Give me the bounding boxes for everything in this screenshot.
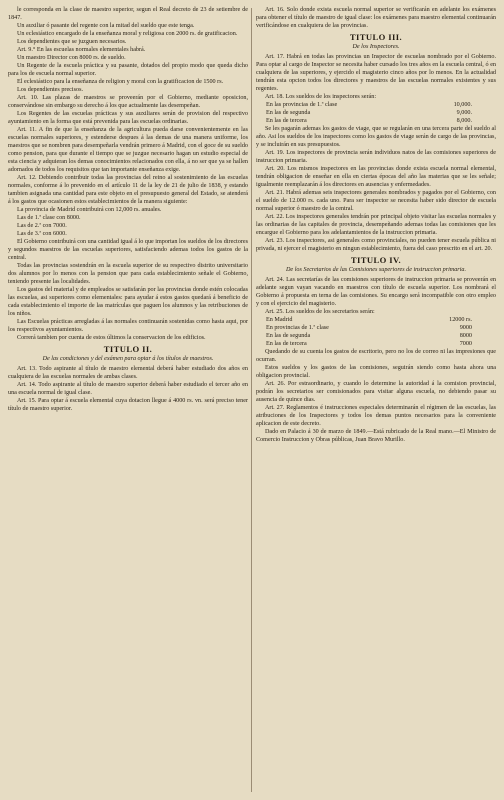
paragraph: Art. 15. Para optar á escuela elemental cuya dotacion llegue á 4000 rs. vn. será preciso tener título de maestro superior. [8,398,248,413]
salary-line [256,324,496,332]
paragraph: Todas las provincias sostendrán en la escuela superior de su respectivo distrito universitario dos alumnos por lo menos con la pension que para cada establecimiento señale el Gobierno, teniendo presente las localidades. [8,263,248,285]
salary-label: En las de segunda [266,110,311,117]
paragraph: Art. 11. A fin de que la enseñanza de la agricultura pueda darse convenientemente en las escuelas normales superiores, y estenderse despues á las demas de una manera uniforme, los maestros que se nombren para desempeñarla vendrán primero á Madrid, con el goce de su sueldo como pension, para que durante el tiempo que se juzgue necesario hagan un estudio especial de esta ciencia y adquieran los demas conocimientos relacionados con ella, á no ser que ya se hallen adornados de todos los requisitos que tan importante enseñanza exige. [8,127,248,173]
salary-value: 12000 rs. [449,317,472,324]
salary-line [256,101,496,109]
paragraph: Art. 23. Los inspectores, asi generales como provinciales, no pueden tener escuela pública ni privada, ni ejercer el magisterio en ningun establecimiento, fuera del caso prescrito en el art. 20. [256,238,496,253]
section-title: TITULO II. [103,344,153,354]
paragraph: Quedando de su cuenta los gastos de escritorio, pero no los de correo ni las impresiones que ocurran. [256,349,496,364]
paragraph: Art. 20. Los mismos inspectores en las provincias donde exista escuela normal elemental, tendrán obligacion de enseñar en ella en ciertas épocas del año las materias que se les señale; igualmente reemplazarán á los directores en ausencias y enfermedades. [256,166,496,189]
salary-value: 7000 [459,341,472,348]
salary-value: 9,000. [456,110,472,117]
paragraph: Estos sueldos y los gastos de las comisiones, seguirán siendo como hasta ahora una obligacion provincial. [256,365,496,380]
paragraph: Art. 13. Todo aspirante al título de maestro elemental deberá haber estudiado dos años en cualquiera de las escuelas normales de ambas clases. [8,366,248,381]
salary-line [256,332,496,340]
paragraph: Un auxiliar ó pasante del regente con la mitad del sueldo que este tenga. [17,23,195,29]
left-column [8,6,248,794]
salary-label: En las de tercera [266,341,307,348]
salary-line [256,340,496,348]
paragraph: Dado en Palacio á 30 de marzo de 1849.—Está rubricado de la Real mano.—El Ministro de Comercio Instruccion y Obras públicas, Juan Bravo Murillo. [256,429,496,444]
paragraph: Art. 24. Las secretarías de las comisiones superiores de instruccion primaria se proveerán en adelante segun vayan vacando en maestros con título de escuela superior. Los nombrará el Gobierno á propuesta en terna de las comisiones. Su encargo será incompatible con otro empleo y con el ejercicio del magisterio. [256,277,496,308]
paragraph: El eclesiástico para la enseñanza de religion y moral con la gratificacion de 1500 rs. [17,79,224,85]
section-subtitle: De los Inspectores. [352,44,400,51]
salary-value: 9000 [459,325,472,332]
paragraph: Un Regente de la escuela práctica y su pasante, dotados del propio modo que queda dicho para los de escuela normal superior. [8,63,248,77]
paragraph: Art. 16. Solo donde exista escuela normal superior se verificarán en adelante los exámenes para obtener el título de maestro de igual clase: los exámenes para maestro elemental continuarán verificándose en cualquiera de las provincias. [256,7,496,29]
paragraph: Art. 22. Los inspectores generales tendrán por principal objeto visitar las escuelas normales y las ordinarias de las capitales de provincia, desempeñando ademas todas las comisiones que les encargue el Gobierno para los adelantamientos de la instruccion primaria. [256,214,496,237]
section-subtitle: De los Secretarios de las Comisiones superiores de instruccion primaria. [286,267,466,274]
paragraph: Los dependientes que se juzguen necesarios. [17,39,127,45]
section-title: TITULO IV. [350,255,402,266]
salary-label: En Madrid [266,317,293,324]
right-column [256,6,496,794]
paragraph: Correrá tambien por cuenta de estos últimos la conservacion de los edificios. [17,335,206,341]
salary-label: En las provincias de 1.ª clase [266,102,338,109]
paragraph: Art. 10. Las plazas de maestros se proveerán por el Gobierno, mediante oposicion, conservándose sin embargo su derecho á los que actualmente las desempeñan. [8,95,248,109]
paragraph: Art. 9.° En las escuelas normales elementales habrá. [17,47,146,53]
salary-label: En las de tercera [266,118,307,125]
paragraph: Art. 12. Debiendo contribuir todas las provincias del reino al sostenimiento de las escuelas normales, conforme á lo prevenido en el artículo 11 de la ley de 21 de julio de 1838, y estando tambien asignada una cantidad para este objeto en el presupuesto general del Estado, se atenderá á los gastos que ocasionen estos establecimientos de la manera siguiente: [8,175,248,205]
paragraph: Un maestro Director con 8000 rs. de sueldo. [17,55,126,61]
paragraph: Las de 3.ª con 6000. [17,231,67,237]
paragraph: Los dependientes precisos. [17,87,83,93]
paragraph: Art. 17. Habrá en todas las provincias un Inspector de escuelas nombrado por el Gobierno. Para optar al cargo de Inspector se necesita haber cursado los tres años en la escuela central, ó en cualquiera de las superiores, y ejercido el magisterio cinco años por lo menos. En la actualidad tendrán esta opcion todos los directores y maestros de las escuelas normales existentes y sus regentes. [256,54,496,93]
paragraph: Se les pagarán ademas los gastos de viage, que se regularán en una tercera parte del sueldo al año. Asi los sueldos de los inspectores como los gastos de viage serán de cargo de las provincias, y se incluirán en sus presupuestos. [256,126,496,149]
salary-line [256,316,496,324]
paragraph: Las Escuelas prácticas arregladas á las normales continuarán sostenidas como hasta aqui, por los respectivos ayuntamientos. [8,319,248,333]
paragraph: Art. 21. Habrá ademas seis inspectores generales nombrados y pagados por el Gobierno, con el sueldo de 12.000 rs. cada uno. Para ser inspector se necesita haber sido director de escuela normal superior ó maestro de la central. [256,190,496,213]
paragraph: Art. 25. Los sueldos de los secretarios serán: [265,309,375,316]
paragraph: Las de 1.ª clase con 8000. [17,215,81,221]
salary-value: 8000 [459,333,472,340]
paragraph: Art. 27. Reglamentos é instrucciones especiales determinarán el régimen de las escuelas, las atribuciones de los Inspectores y todos los demas puntos necesarios para la conveniente aplicacion de este decreto. [256,405,496,428]
paragraph: Art. 26. Por estraordinario, y cuando lo determine la autoridad á la comision provincial, podrán los secretarios ser comisionados para visitar alguna escuela, no debiendo pasar su ausencia de quince dias. [256,381,496,404]
paragraph: Art. 14. Todo aspirante al título de maestro superior deberá haber estudiado el tercer año en una escuela normal de igual clase. [8,382,248,397]
salary-line [256,109,496,117]
paragraph: Los Regentes de las escuelas prácticas y sus auxiliares serán de provision del respectivo ayuntamiento en la forma que está prevenida para las escuelas ordinarias. [8,111,248,125]
salary-line [256,117,496,125]
paragraph: Las de 2.ª con 7000. [17,223,67,229]
paragraph: Art. 19. Los inspectores de provincia serán individuos natos de las comisiones superiores de instruccion primaria. [256,150,496,165]
paragraph: El Gobierno contribuirá con una cantidad igual á lo que importan los sueldos de los directores y segundos maestros de las escuelas superiores, satisfaciendo ademas todos los gastos de la central. [8,239,248,261]
section-subtitle: De las condiciones y del exámen para optar á los títulos de maestros. [42,356,214,363]
paragraph: Art. 18. Los sueldos de los inspectores serán: [265,94,377,101]
paragraph: La provincia de Madrid contribuirá con 12,000 rs. anuales. [17,207,162,213]
salary-value: 8,000. [456,118,472,125]
paragraph: Un eclesiástico encargado de la enseñanza moral y religiosa con 2000 rs. de gratificacion. [17,31,238,37]
column-divider [251,8,252,792]
paragraph: Los gastos del material y de empleados se satisfarán por las provincias donde estén colocadas las escuelas, asi superiores como elementales: para ayudar á estos gastos quedará á beneficio de cada establecimiento el importe de las matrículas que paguen los alumnos y las retribuciones de los niños. [8,287,248,317]
section-title: TITULO III. [349,32,403,42]
salary-label: En las de segunda [266,333,311,340]
paragraph: le corresponda en la clase de maestro superior, segun el Real decreto de 23 de setiembre de 1847. [8,7,248,21]
salary-label: En provincias de 1.ª clase [266,325,329,332]
salary-value: 10,000. [453,102,472,109]
